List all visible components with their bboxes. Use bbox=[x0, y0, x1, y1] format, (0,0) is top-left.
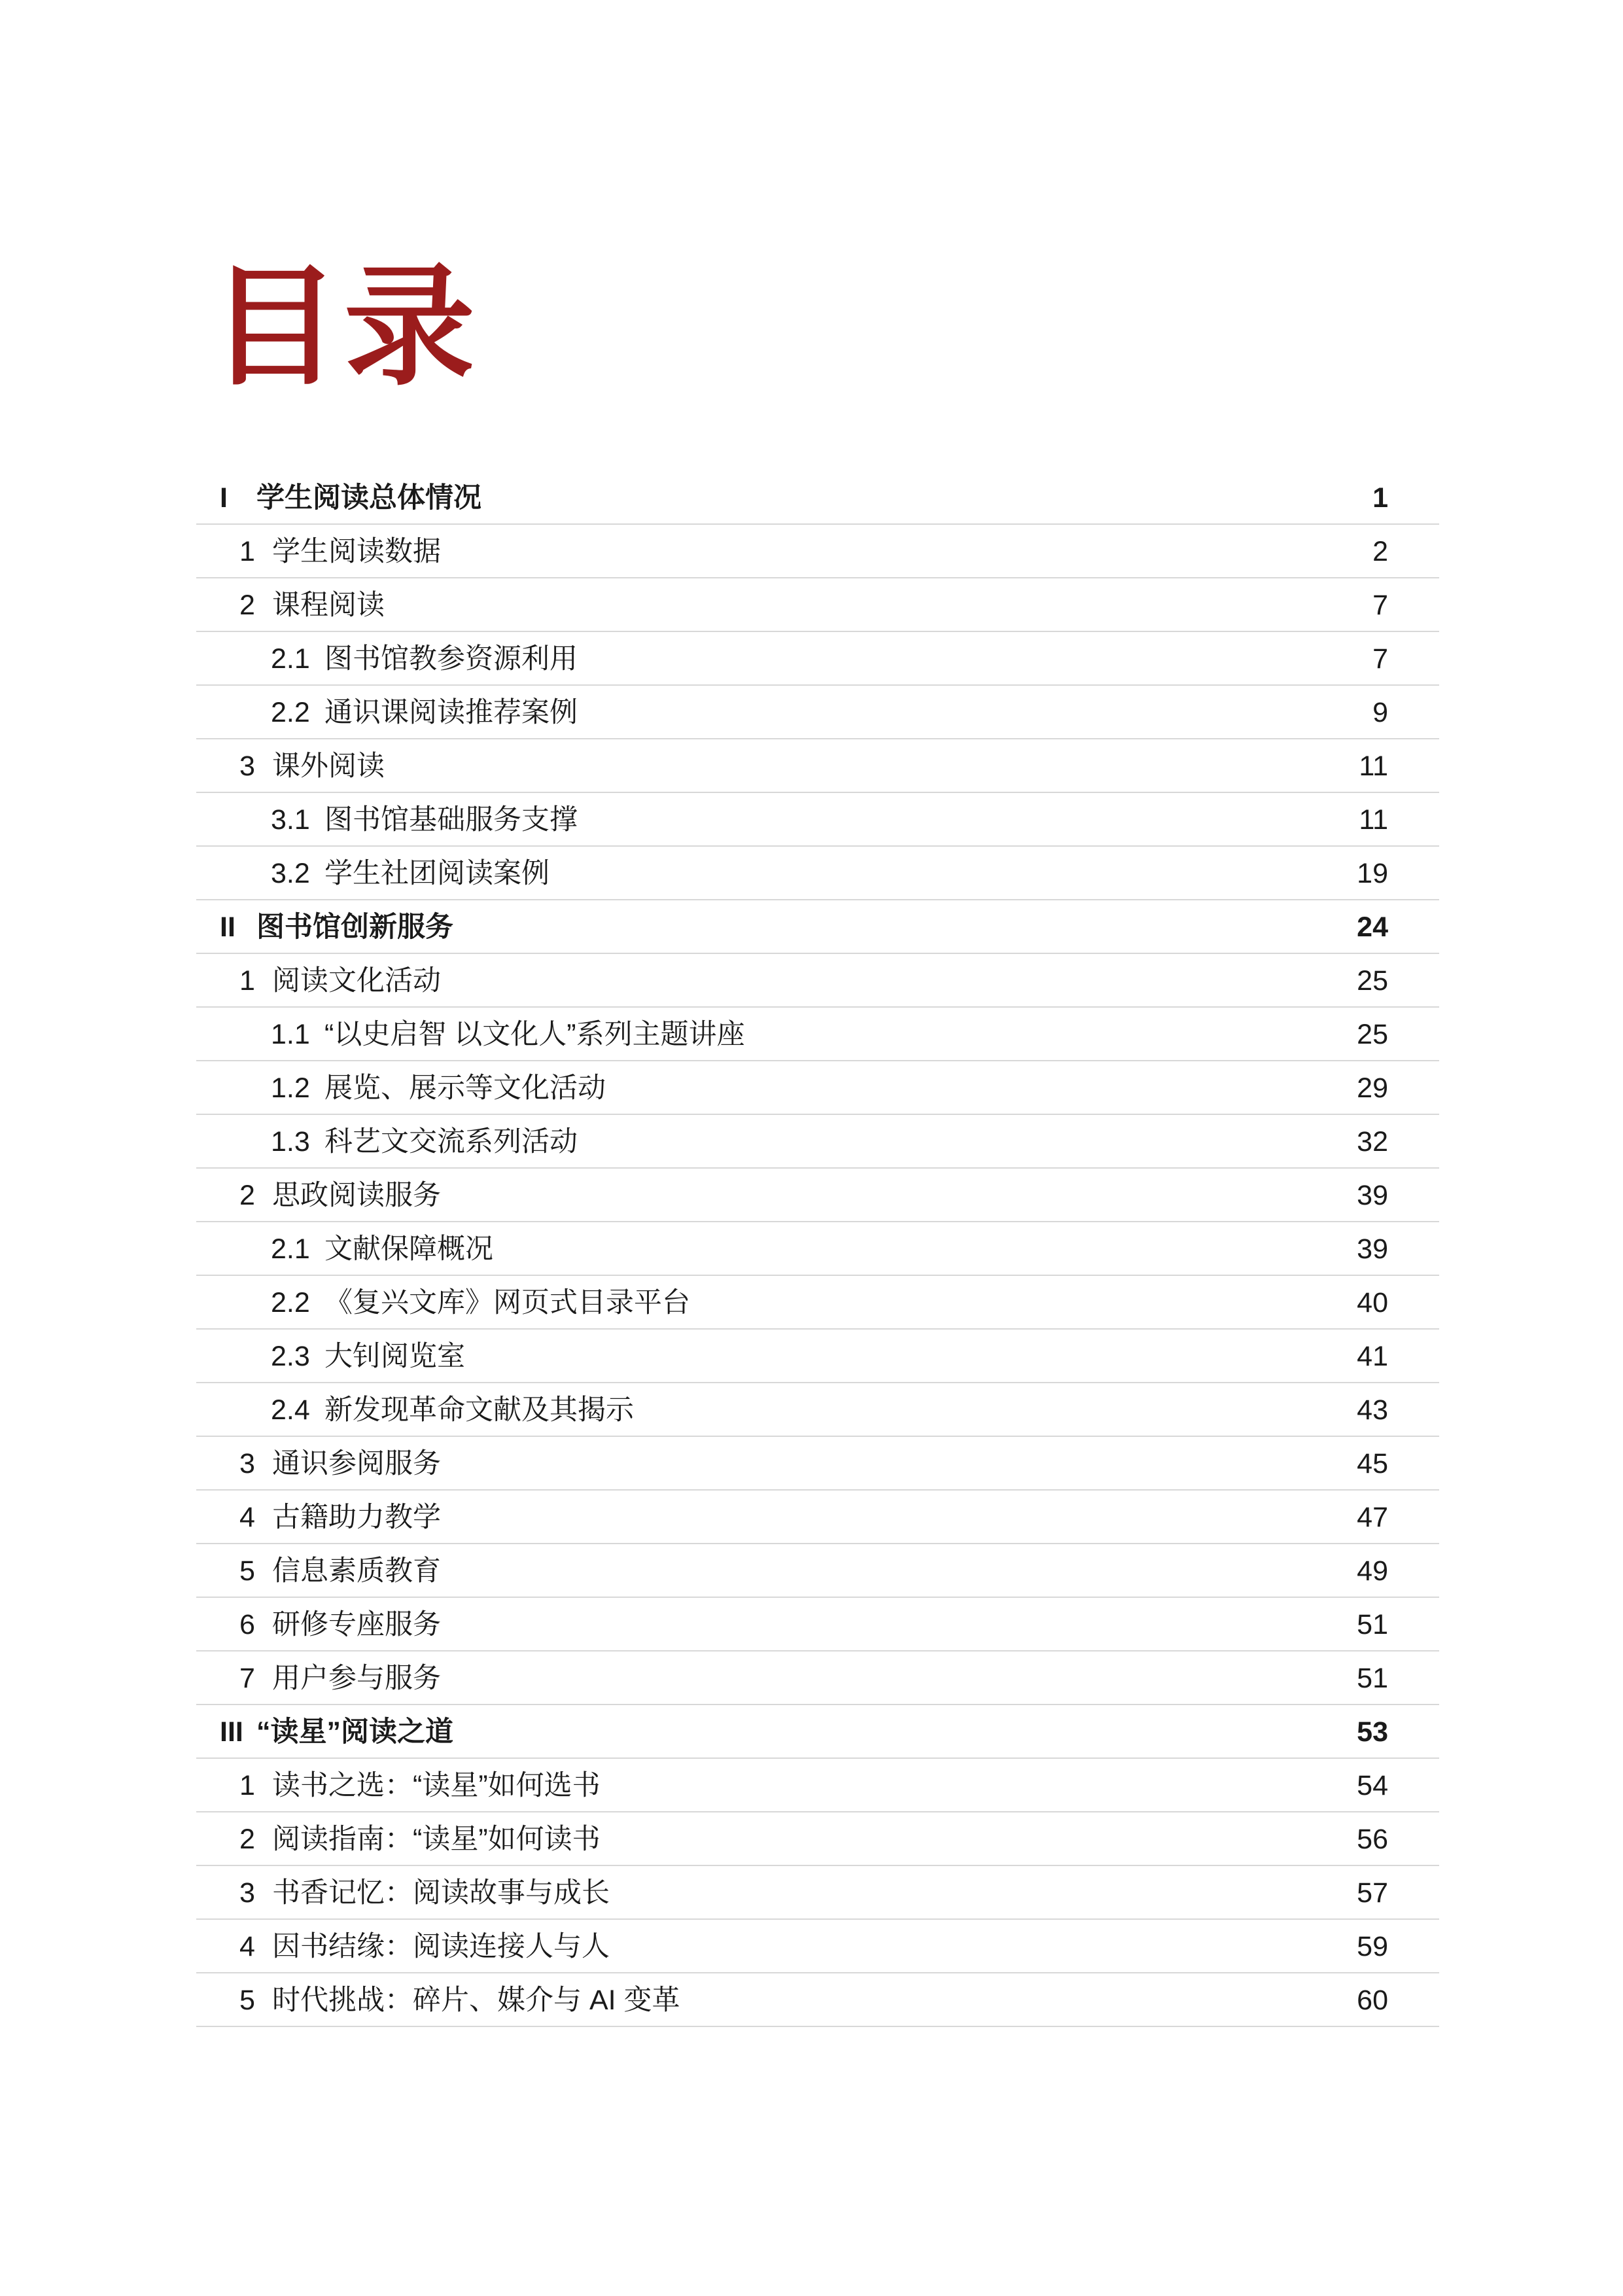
toc-entry-chapter[interactable] bbox=[196, 739, 1439, 793]
toc-entry-number: 2.1 bbox=[271, 643, 310, 675]
toc-entry-chapter[interactable] bbox=[196, 1866, 1439, 1920]
toc-entry-number: 4 bbox=[239, 1502, 255, 1533]
toc-entry-page-number: 11 bbox=[1359, 751, 1388, 782]
toc-entry-label: 展览、展示等文化活动 bbox=[324, 1072, 606, 1104]
page-title: 目录 bbox=[209, 250, 480, 404]
toc-entry-label: 因书结缘：阅读连接人与人 bbox=[272, 1931, 610, 1962]
toc-entry-label: 思政阅读服务 bbox=[272, 1180, 441, 1211]
toc-entry-page-number: 59 bbox=[1357, 1931, 1388, 1962]
toc-entry-page-number: 7 bbox=[1372, 590, 1388, 621]
toc-entry-number: II bbox=[220, 911, 236, 943]
toc-entry-number: 2.1 bbox=[271, 1233, 310, 1265]
toc-entry-page-number: 11 bbox=[1359, 804, 1388, 836]
toc-entry-chapter[interactable] bbox=[196, 1544, 1439, 1598]
toc-entry-label: 大钊阅览室 bbox=[324, 1341, 465, 1372]
toc-entry-number: 3.1 bbox=[271, 804, 310, 836]
toc-entry-section[interactable] bbox=[196, 686, 1439, 739]
toc-entry-label: 课程阅读 bbox=[272, 590, 385, 621]
toc-entry-section[interactable] bbox=[196, 1222, 1439, 1276]
toc-entry-chapter[interactable] bbox=[196, 1759, 1439, 1812]
toc-entry-number: I bbox=[220, 482, 228, 514]
toc-entry-label: 图书馆创新服务 bbox=[256, 911, 453, 943]
toc-entry-page-number: 9 bbox=[1372, 697, 1388, 728]
toc-entry-number: 1 bbox=[239, 1770, 255, 1801]
toc-entry-section[interactable] bbox=[196, 1383, 1439, 1437]
toc-entry-number: 2 bbox=[239, 590, 255, 621]
toc-entry-number: 5 bbox=[239, 1555, 255, 1587]
toc-entry-number: 3 bbox=[239, 751, 255, 782]
toc-entry-chapter[interactable] bbox=[196, 1491, 1439, 1544]
toc-entry-section[interactable] bbox=[196, 632, 1439, 686]
toc-entry-page-number: 41 bbox=[1357, 1341, 1388, 1372]
toc-entry-number: 6 bbox=[239, 1609, 255, 1640]
toc-entry-label: 学生阅读总体情况 bbox=[256, 482, 481, 514]
toc-entry-chapter[interactable] bbox=[196, 954, 1439, 1008]
toc-entry-page-number: 19 bbox=[1357, 858, 1388, 889]
toc-entry-label: 读书之选：“读星”如何选书 bbox=[272, 1770, 601, 1801]
toc-entry-label: 新发现革命文献及其揭示 bbox=[324, 1394, 634, 1426]
toc-entry-page-number: 56 bbox=[1357, 1824, 1388, 1855]
toc-entry-page-number: 57 bbox=[1357, 1877, 1388, 1909]
toc-entry-label: 文献保障概况 bbox=[324, 1233, 493, 1265]
toc-entry-part[interactable] bbox=[196, 1705, 1439, 1759]
toc-entry-label: 书香记忆：阅读故事与成长 bbox=[272, 1877, 610, 1909]
toc-entry-label: 图书馆教参资源利用 bbox=[324, 643, 578, 675]
toc-entry-section[interactable] bbox=[196, 1115, 1439, 1169]
toc-entry-number: 2.2 bbox=[271, 1287, 310, 1318]
toc-entry-page-number: 39 bbox=[1357, 1180, 1388, 1211]
toc-entry-number: 3 bbox=[239, 1877, 255, 1909]
toc-entry-number: 2 bbox=[239, 1180, 255, 1211]
toc-entry-label: 科艺文交流系列活动 bbox=[324, 1126, 578, 1157]
toc-entry-page-number: 54 bbox=[1357, 1770, 1388, 1801]
toc-entry-page-number: 25 bbox=[1357, 1019, 1388, 1050]
toc-entry-page-number: 49 bbox=[1357, 1555, 1388, 1587]
toc-entry-page-number: 39 bbox=[1357, 1233, 1388, 1265]
toc-entry-chapter[interactable] bbox=[196, 1437, 1439, 1491]
table-of-contents bbox=[196, 471, 1439, 2027]
toc-entry-part[interactable] bbox=[196, 900, 1439, 954]
toc-entry-section[interactable] bbox=[196, 1330, 1439, 1383]
toc-entry-section[interactable] bbox=[196, 793, 1439, 847]
toc-entry-chapter[interactable] bbox=[196, 525, 1439, 578]
toc-entry-chapter[interactable] bbox=[196, 1169, 1439, 1222]
toc-entry-chapter[interactable] bbox=[196, 1651, 1439, 1705]
toc-entry-number: 2.2 bbox=[271, 697, 310, 728]
toc-entry-chapter[interactable] bbox=[196, 1973, 1439, 2027]
toc-entry-label: 学生社团阅读案例 bbox=[324, 858, 550, 889]
toc-entry-page-number: 29 bbox=[1357, 1072, 1388, 1104]
toc-entry-number: 7 bbox=[239, 1663, 255, 1694]
toc-entry-number: 1.2 bbox=[271, 1072, 310, 1104]
toc-entry-chapter[interactable] bbox=[196, 1812, 1439, 1866]
toc-entry-chapter[interactable] bbox=[196, 578, 1439, 632]
toc-entry-section[interactable] bbox=[196, 1008, 1439, 1061]
toc-entry-number: 5 bbox=[239, 1985, 255, 2016]
toc-entry-page-number: 45 bbox=[1357, 1448, 1388, 1479]
toc-entry-number: 2 bbox=[239, 1824, 255, 1855]
toc-entry-number: 2.3 bbox=[271, 1341, 310, 1372]
toc-entry-page-number: 60 bbox=[1357, 1985, 1388, 2016]
toc-entry-label: 学生阅读数据 bbox=[272, 536, 441, 567]
toc-entry-chapter[interactable] bbox=[196, 1920, 1439, 1973]
toc-entry-section[interactable] bbox=[196, 1276, 1439, 1330]
toc-entry-number: 1 bbox=[239, 536, 255, 567]
toc-entry-label: 图书馆基础服务支撑 bbox=[324, 804, 578, 836]
toc-entry-number: 3 bbox=[239, 1448, 255, 1479]
toc-entry-label: 阅读文化活动 bbox=[272, 965, 441, 997]
toc-entry-label: 《复兴文库》网页式目录平台 bbox=[324, 1287, 690, 1318]
toc-entry-section[interactable] bbox=[196, 1061, 1439, 1115]
toc-entry-number: 1 bbox=[239, 965, 255, 997]
toc-entry-page-number: 51 bbox=[1357, 1609, 1388, 1640]
toc-entry-label: 通识参阅服务 bbox=[272, 1448, 441, 1479]
toc-entry-number: 3.2 bbox=[271, 858, 310, 889]
toc-entry-page-number: 24 bbox=[1357, 911, 1388, 943]
toc-entry-label: 古籍助力教学 bbox=[272, 1502, 441, 1533]
toc-entry-label: 信息素质教育 bbox=[272, 1555, 441, 1587]
toc-entry-label: 时代挑战：碎片、媒介与 AI 变革 bbox=[272, 1985, 680, 2016]
toc-entry-page-number: 25 bbox=[1357, 965, 1388, 997]
toc-entry-label: 课外阅读 bbox=[272, 751, 385, 782]
toc-entry-page-number: 40 bbox=[1357, 1287, 1388, 1318]
toc-entry-page-number: 7 bbox=[1372, 643, 1388, 675]
toc-entry-page-number: 2 bbox=[1372, 536, 1388, 567]
toc-entry-part[interactable] bbox=[196, 471, 1439, 525]
toc-entry-label: 用户参与服务 bbox=[272, 1663, 441, 1694]
toc-entry-label: 研修专座服务 bbox=[272, 1609, 441, 1640]
toc-entry-page-number: 47 bbox=[1357, 1502, 1388, 1533]
toc-entry-label: “读星”阅读之道 bbox=[256, 1716, 453, 1748]
toc-entry-number: III bbox=[220, 1716, 243, 1748]
toc-entry-label: 通识课阅读推荐案例 bbox=[324, 697, 578, 728]
toc-entry-number: 1.1 bbox=[271, 1019, 310, 1050]
toc-entry-number: 1.3 bbox=[271, 1126, 310, 1157]
toc-entry-page-number: 51 bbox=[1357, 1663, 1388, 1694]
toc-entry-number: 4 bbox=[239, 1931, 255, 1962]
toc-entry-number: 2.4 bbox=[271, 1394, 310, 1426]
toc-entry-page-number: 32 bbox=[1357, 1126, 1388, 1157]
toc-entry-page-number: 43 bbox=[1357, 1394, 1388, 1426]
toc-entry-section[interactable] bbox=[196, 847, 1439, 900]
toc-entry-label: “以史启智 以文化人”系列主题讲座 bbox=[324, 1019, 745, 1050]
toc-entry-chapter[interactable] bbox=[196, 1598, 1439, 1651]
toc-entry-page-number: 53 bbox=[1357, 1716, 1388, 1748]
toc-entry-page-number: 1 bbox=[1372, 482, 1388, 514]
toc-entry-label: 阅读指南：“读星”如何读书 bbox=[272, 1824, 601, 1855]
